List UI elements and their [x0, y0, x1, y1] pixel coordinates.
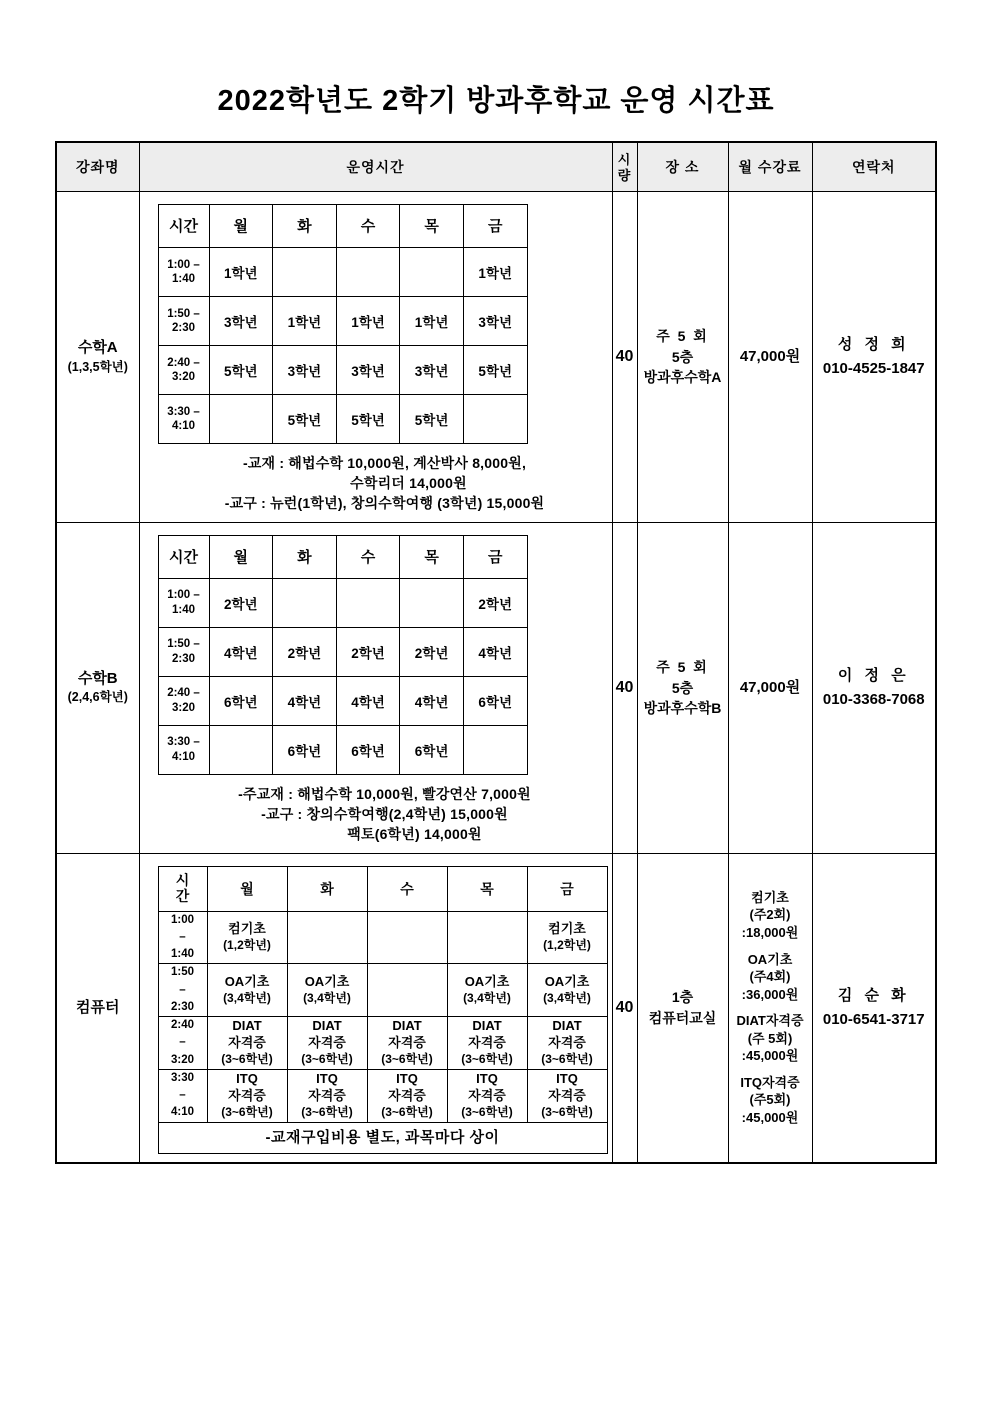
contact-cell [812, 853, 936, 1163]
grid-header-day: 수 [367, 866, 447, 911]
grid-row [158, 676, 527, 725]
grid-cell-main: DIAT [312, 1018, 342, 1034]
time-slot-label [158, 911, 207, 964]
time-slot-line3: 1:40 [170, 948, 195, 961]
grid-cell-mid: 자격증 [548, 1088, 586, 1103]
fee-line: (주5회) [749, 1092, 791, 1108]
course-name-cell [56, 191, 139, 522]
grid-cell-main: DIAT [392, 1018, 422, 1034]
contact-person-name: 성 정 희 [837, 335, 910, 353]
fee-cell: 47,000원 [728, 522, 812, 853]
table-row [56, 522, 936, 853]
grid-header-time-line1: 시 [175, 872, 190, 889]
grid-cell [207, 1069, 287, 1122]
grid-row [158, 911, 607, 964]
grid-row [158, 725, 527, 774]
grid-cell [400, 247, 464, 296]
place-line: 주 5 회 [656, 659, 709, 676]
grid-cell-mid: 자격증 [308, 1035, 346, 1051]
fee-line: (주 5회) [747, 1030, 793, 1046]
amount-cell: 40 [612, 522, 637, 853]
contact-person-name: 이 정 은 [837, 666, 910, 684]
grid-cell [273, 578, 337, 627]
material-note-line: 수학리더 14,000원 [350, 475, 467, 492]
time-slot-label [158, 725, 209, 774]
grid-cell [367, 964, 447, 1017]
header-row [56, 142, 936, 192]
grid-cell: 4학년 [336, 676, 400, 725]
grid-cell-mid: 자격증 [308, 1088, 346, 1103]
weekly-grid [158, 204, 528, 444]
header-place: 장 소 [637, 142, 728, 192]
grid-cell: 2학년 [336, 627, 400, 676]
grid-cell-sub: (3~6학년) [301, 1104, 353, 1119]
course-title: 수학A [77, 339, 118, 357]
grid-row [158, 1017, 607, 1070]
time-slot-line2: 4:10 [171, 419, 196, 432]
grid-cell-main: DIAT [552, 1018, 582, 1034]
grid-cell [463, 725, 527, 774]
time-slot-label [158, 1069, 207, 1122]
time-slot-line2: – [179, 1089, 186, 1102]
grid-cell: 1학년 [209, 247, 273, 296]
place-line: 컴퓨터교실 [648, 1009, 717, 1026]
time-slot-line2: 1:40 [171, 272, 196, 285]
time-slot-line2: – [179, 930, 186, 943]
place-line: 5층 [671, 348, 694, 365]
schedule-inner [140, 535, 612, 845]
schedule-cell [139, 191, 612, 522]
grid-cell: 6학년 [400, 725, 464, 774]
grid-header-day: 월 [209, 535, 273, 578]
grid-cell: 6학년 [463, 676, 527, 725]
grid-cell: 5학년 [463, 345, 527, 394]
fee-line: :18,000원 [741, 924, 799, 940]
schedule-inner [140, 204, 612, 514]
header-course-name: 강좌명 [56, 142, 139, 192]
course-title: 수학B [77, 670, 118, 688]
grid-cell [527, 911, 607, 964]
place-cell [637, 853, 728, 1163]
material-note-line: -교구 : 뉴런(1학년), 창의수학여행 (3학년) 15,000원 [224, 495, 545, 512]
grid-cell: 3학년 [336, 345, 400, 394]
grid-cell-main: OA기초 [464, 974, 510, 990]
weekly-grid [158, 866, 608, 1154]
grid-header-day: 금 [463, 204, 527, 247]
grid-cell [447, 1069, 527, 1122]
grid-header-time: 시간 [158, 535, 209, 578]
material-note-line: -교재 : 해법수학 10,000원, 계산박사 8,000원, [242, 454, 527, 471]
grid-cell-sub: (3~6학년) [541, 1052, 593, 1067]
time-slot-line2: 3:20 [171, 370, 196, 383]
course-title: 컴퓨터 [76, 998, 120, 1016]
grid-cell: 1학년 [336, 296, 400, 345]
grid-cell [287, 1069, 367, 1122]
grid-cell [527, 1017, 607, 1070]
time-slot-line2: 2:30 [171, 321, 196, 334]
grid-row [158, 627, 527, 676]
grid-cell-mid: 자격증 [388, 1035, 426, 1051]
grid-cell: 6학년 [209, 676, 273, 725]
grid-cell-mid: 자격증 [388, 1088, 426, 1103]
grid-cell: 4학년 [209, 627, 273, 676]
grid-cell [207, 911, 287, 964]
header-contact: 연락처 [812, 142, 936, 192]
time-slot-line1: 3:30 – [167, 405, 200, 418]
grid-row [158, 296, 527, 345]
table-row [56, 191, 936, 522]
grid-cell-sub: (1,2학년) [223, 938, 271, 953]
contact-cell [812, 522, 936, 853]
material-note-line: -교구 : 창의수학여행(2,4학년) 15,000원 [261, 806, 508, 823]
grid-header-day: 화 [273, 535, 337, 578]
grid-cell-mid: 자격증 [548, 1035, 586, 1051]
fee-block [730, 1074, 811, 1127]
grid-cell [447, 1017, 527, 1070]
grid-cell: 6학년 [336, 725, 400, 774]
grid-cell [447, 964, 527, 1017]
time-slot-line2: – [179, 1036, 186, 1049]
grid-cell-sub: (3,4학년) [543, 990, 591, 1005]
grid-header-day: 수 [336, 204, 400, 247]
time-slot-label [158, 394, 209, 443]
grid-row [158, 964, 607, 1017]
time-slot-label [158, 627, 209, 676]
grid-row [158, 1069, 607, 1122]
header-amount-line2: 량 [617, 167, 632, 183]
place-line: 주 5 회 [656, 328, 709, 345]
afterschool-timetable [55, 141, 937, 1164]
time-slot-line2: 2:30 [171, 652, 196, 665]
time-slot-label [158, 676, 209, 725]
fee-cell [728, 853, 812, 1163]
grid-cell-sub: (1,2학년) [543, 938, 591, 953]
grid-header-time [158, 866, 207, 911]
time-slot-label [158, 578, 209, 627]
grid-header-day: 월 [207, 866, 287, 911]
grid-cell: 5학년 [209, 345, 273, 394]
material-notes [158, 453, 612, 514]
schedule-cell [139, 522, 612, 853]
grid-header-day: 목 [400, 535, 464, 578]
grid-cell: 4학년 [273, 676, 337, 725]
page-title: 2022학년도 2학기 방과후학교 운영 시간표 [217, 85, 775, 117]
grid-cell-mid: 자격증 [468, 1035, 506, 1051]
fee-block [730, 1012, 811, 1065]
time-slot-line3: 3:20 [170, 1053, 195, 1066]
grid-cell: 1학년 [463, 247, 527, 296]
grid-cell-sub: (3~6학년) [221, 1052, 273, 1067]
time-slot-label [158, 247, 209, 296]
grid-header-day: 화 [273, 204, 337, 247]
grid-cell-main: 컴기초 [548, 921, 586, 937]
grid-row [158, 247, 527, 296]
grid-cell-mid: 자격증 [228, 1035, 266, 1051]
fee-line: :45,000원 [741, 1109, 799, 1125]
place-line: 방과후수학A [643, 368, 722, 385]
course-grade-note: (2,4,6학년) [67, 690, 128, 705]
grid-header-day: 목 [447, 866, 527, 911]
grid-cell [336, 247, 400, 296]
grid-cell [463, 394, 527, 443]
fee-line: 컴기초 [751, 889, 789, 905]
grid-cell-sub: (3,4학년) [303, 990, 351, 1005]
fee-line: :45,000원 [741, 1048, 799, 1064]
grid-cell [207, 1017, 287, 1070]
grid-header-day: 화 [287, 866, 367, 911]
fee-line: DIAT자격증 [736, 1013, 804, 1029]
place-line: 1층 [671, 989, 694, 1006]
grid-cell [287, 964, 367, 1017]
grid-row [158, 394, 527, 443]
grid-cell-main: ITQ [236, 1071, 258, 1087]
time-slot-line2: 1:40 [171, 603, 196, 616]
grid-cell-main: OA기초 [304, 974, 350, 990]
header-amount [612, 142, 637, 192]
header-fee: 월 수강료 [728, 142, 812, 192]
grid-cell [367, 1069, 447, 1122]
time-slot-line1: 2:40 – [167, 687, 200, 700]
grid-cell [527, 1069, 607, 1122]
place-line: 방과후수학B [643, 699, 722, 716]
table-row [56, 853, 936, 1163]
header-amount-line1: 시 [617, 151, 632, 167]
fee-cell: 47,000원 [728, 191, 812, 522]
material-note-line: -주교재 : 해법수학 10,000원, 빨강연산 7,000원 [238, 785, 531, 802]
grid-cell-sub: (3~6학년) [541, 1104, 593, 1119]
material-notes [158, 784, 612, 845]
grid-cell: 3학년 [400, 345, 464, 394]
grid-cell: 5학년 [400, 394, 464, 443]
contact-phone-number: 010-4525-1847 [822, 359, 925, 377]
grid-header-day: 월 [209, 204, 273, 247]
grid-cell-main: 컴기초 [228, 921, 266, 937]
amount-cell: 40 [612, 853, 637, 1163]
grid-cell [336, 578, 400, 627]
header-schedule: 운영시간 [139, 142, 612, 192]
grid-cell [287, 911, 367, 964]
time-slot-line1: 1:00 – [167, 589, 200, 602]
course-grade-note: (1,3,5학년) [67, 359, 128, 374]
grid-cell [367, 911, 447, 964]
time-slot-label [158, 296, 209, 345]
grid-row [158, 578, 527, 627]
grid-cell: 6학년 [273, 725, 337, 774]
time-slot-line2: 4:10 [171, 750, 196, 763]
grid-cell: 1학년 [273, 296, 337, 345]
grid-footer-row [158, 1122, 607, 1153]
grid-cell-main: OA기초 [224, 974, 270, 990]
grid-header-day: 금 [463, 535, 527, 578]
grid-cell: 2학년 [209, 578, 273, 627]
grid-footer-note: -교재구입비용 별도, 과목마다 상이 [158, 1122, 607, 1153]
fee-line: ITQ자격증 [740, 1074, 800, 1090]
grid-cell-main: ITQ [396, 1071, 418, 1087]
contact-cell [812, 191, 936, 522]
grid-cell [400, 578, 464, 627]
grid-cell-main: ITQ [476, 1071, 498, 1087]
time-slot-line1: 2:40 – [167, 356, 200, 369]
grid-header-row [158, 866, 607, 911]
fee-block [730, 889, 811, 942]
grid-cell-main: ITQ [556, 1071, 578, 1087]
time-slot-line2: 3:20 [171, 701, 196, 714]
grid-row [158, 345, 527, 394]
time-slot-line1: 1:50 – [167, 638, 200, 651]
grid-cell: 3학년 [463, 296, 527, 345]
grid-cell [207, 964, 287, 1017]
time-slot-line3: 4:10 [170, 1106, 195, 1119]
time-slot-line1: 2:40 [170, 1019, 195, 1032]
schedule-cell [139, 853, 612, 1163]
time-slot-label [158, 964, 207, 1017]
schedule-inner [140, 866, 612, 1154]
time-slot-label [158, 345, 209, 394]
grid-cell: 2학년 [463, 578, 527, 627]
course-name-cell [56, 522, 139, 853]
grid-cell: 2학년 [273, 627, 337, 676]
grid-cell-mid: 자격증 [228, 1088, 266, 1103]
grid-cell: 1학년 [400, 296, 464, 345]
weekly-grid [158, 535, 528, 775]
grid-cell: 5학년 [336, 394, 400, 443]
grid-cell: 4학년 [400, 676, 464, 725]
fee-line: :36,000원 [741, 986, 799, 1002]
fee-block [730, 951, 811, 1004]
grid-cell-sub: (3~6학년) [461, 1052, 513, 1067]
grid-header-row [158, 535, 527, 578]
grid-cell: 3학년 [273, 345, 337, 394]
time-slot-line1: 1:50 [170, 966, 195, 979]
grid-cell-sub: (3~6학년) [381, 1104, 433, 1119]
grid-cell-main: ITQ [316, 1071, 338, 1087]
contact-person-name: 김 순 화 [837, 986, 910, 1004]
place-line: 5층 [671, 679, 694, 696]
grid-cell [527, 964, 607, 1017]
grid-cell-sub: (3,4학년) [223, 990, 271, 1005]
course-name-cell [56, 853, 139, 1163]
time-slot-line2: – [179, 983, 186, 996]
time-slot-label [158, 1017, 207, 1070]
grid-cell [287, 1017, 367, 1070]
grid-cell: 4학년 [463, 627, 527, 676]
grid-header-day: 금 [527, 866, 607, 911]
grid-cell: 5학년 [273, 394, 337, 443]
fee-line: OA기초 [747, 951, 793, 967]
time-slot-line1: 1:00 [170, 913, 195, 926]
time-slot-line3: 2:30 [170, 1000, 195, 1013]
grid-cell-sub: (3~6학년) [301, 1052, 353, 1067]
grid-cell-sub: (3,4학년) [463, 990, 511, 1005]
grid-cell [367, 1017, 447, 1070]
grid-cell-mid: 자격증 [468, 1088, 506, 1103]
grid-cell [447, 911, 527, 964]
place-cell [637, 522, 728, 853]
grid-cell: 2학년 [400, 627, 464, 676]
grid-cell [209, 725, 273, 774]
grid-header-time: 시간 [158, 204, 209, 247]
material-note-line: 팩토(6학년) 14,000원 [347, 826, 482, 843]
contact-phone-number: 010-6541-3717 [822, 1010, 925, 1028]
time-slot-line1: 3:30 [170, 1071, 195, 1084]
amount-cell: 40 [612, 191, 637, 522]
grid-cell-main: OA기초 [544, 974, 590, 990]
fee-line: (주4회) [749, 969, 791, 985]
grid-cell [273, 247, 337, 296]
contact-phone-number: 010-3368-7068 [822, 690, 925, 708]
grid-cell-sub: (3~6학년) [221, 1104, 273, 1119]
grid-header-day: 수 [336, 535, 400, 578]
grid-cell [209, 394, 273, 443]
time-slot-line1: 1:00 – [167, 258, 200, 271]
place-cell [637, 191, 728, 522]
grid-cell-sub: (3~6학년) [381, 1052, 433, 1067]
grid-header-day: 목 [400, 204, 464, 247]
grid-cell-main: DIAT [232, 1018, 262, 1034]
grid-cell: 3학년 [209, 296, 273, 345]
table-body [56, 191, 936, 1162]
grid-header-row [158, 204, 527, 247]
grid-cell-sub: (3~6학년) [461, 1104, 513, 1119]
grid-header-time-line2: 간 [175, 887, 190, 904]
time-slot-line1: 3:30 – [167, 736, 200, 749]
grid-cell-main: DIAT [472, 1018, 502, 1034]
fee-line: (주2회) [749, 907, 791, 923]
table-header [56, 142, 936, 192]
time-slot-line1: 1:50 – [167, 307, 200, 320]
